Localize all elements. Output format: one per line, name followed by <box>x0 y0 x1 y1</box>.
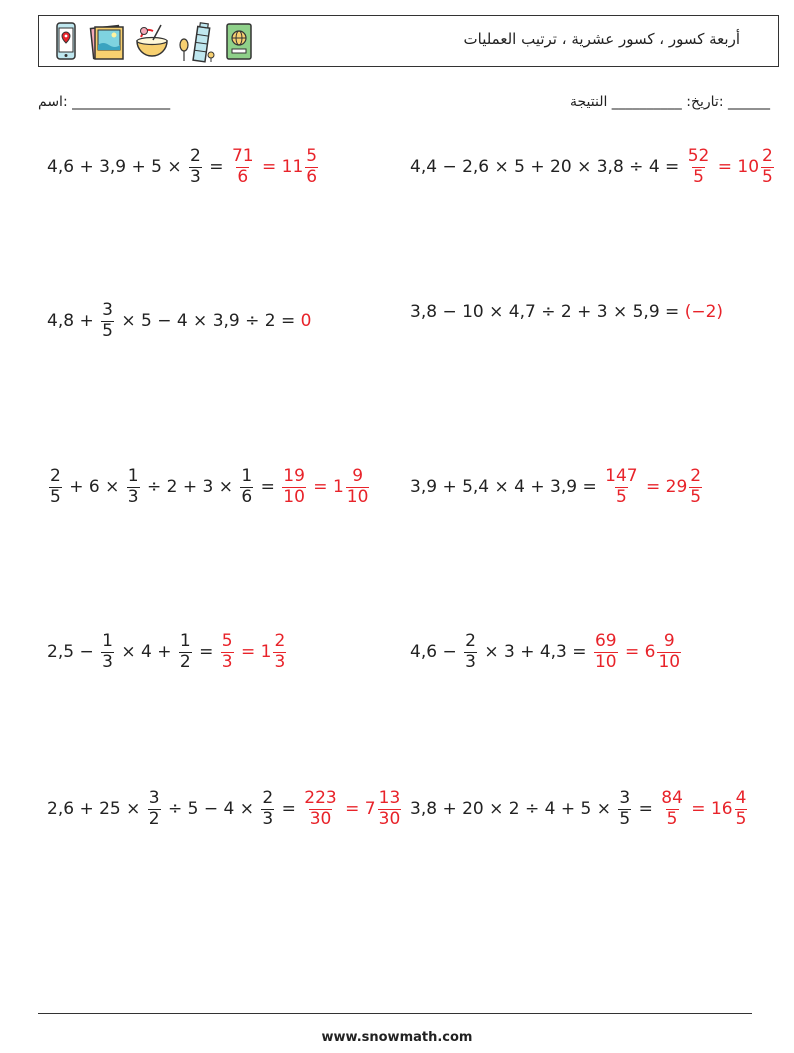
expression-text: 2,5 − <box>47 642 100 663</box>
expression-text: ÷ 5 − 4 × <box>162 799 260 820</box>
footer-divider <box>38 1013 752 1014</box>
fraction-numerator: 2 <box>190 146 201 166</box>
problem-9 <box>47 790 403 829</box>
phone-location-icon <box>49 21 83 63</box>
problem-expression <box>410 302 685 322</box>
expression-text: 4,8 + <box>47 311 100 332</box>
expression-text: = 10 <box>712 157 760 178</box>
fraction-numerator: 84 <box>661 788 683 808</box>
fraction-denominator: 5 <box>666 808 678 829</box>
fraction <box>687 148 711 187</box>
expression-text: + 6 × <box>63 477 125 498</box>
fraction-numerator: 1 <box>241 466 253 486</box>
fraction <box>101 633 114 672</box>
expression-text: = 11 <box>256 157 304 178</box>
fraction-numerator: 2 <box>262 788 274 808</box>
fraction-denominator: 3 <box>465 651 476 672</box>
fraction <box>273 633 286 672</box>
fraction-numerator: 5 <box>306 146 318 166</box>
problem-expression <box>410 157 685 177</box>
coconut-drink-icon <box>133 21 171 63</box>
fraction <box>689 468 702 507</box>
expression-text: 3,8 − 10 × 4,7 ÷ 2 + 3 × 5,9 = <box>410 302 685 322</box>
expression-text: 0 <box>300 311 312 332</box>
fraction <box>148 790 161 829</box>
expression-text: (−2) <box>684 302 724 322</box>
fraction-numerator: 13 <box>378 788 401 808</box>
problem-expression <box>47 790 301 829</box>
fraction-denominator: 5 <box>690 486 702 507</box>
problem-answer <box>685 148 776 187</box>
expression-text: 4,4 − 2,6 × 5 + 20 × 3,8 ÷ 4 = <box>410 157 685 178</box>
fraction-denominator: 30 <box>309 808 332 829</box>
fraction-numerator: 223 <box>304 788 337 808</box>
fraction-denominator: 10 <box>658 651 681 672</box>
fraction-denominator: 5 <box>735 808 747 829</box>
fraction <box>594 633 618 672</box>
fraction-denominator: 5 <box>102 320 113 341</box>
fraction-denominator: 2 <box>148 808 160 829</box>
fraction-numerator: 71 <box>231 146 254 166</box>
fraction <box>189 148 202 187</box>
fraction-numerator: 9 <box>352 466 364 486</box>
fraction-denominator: 3 <box>190 166 201 187</box>
fraction-numerator: 1 <box>179 631 191 651</box>
problem-3 <box>47 302 312 341</box>
expression-text: = 29 <box>640 477 688 498</box>
fraction <box>303 790 337 829</box>
fraction <box>49 468 62 507</box>
fraction <box>464 633 477 672</box>
expression-text: = <box>203 157 229 178</box>
fraction-denominator: 6 <box>237 166 249 187</box>
expression-text: = <box>633 799 659 820</box>
problem-answer <box>301 790 403 829</box>
fraction <box>660 790 684 829</box>
expression-text: × 3 + 4,3 = <box>478 642 592 663</box>
fraction-numerator: 3 <box>102 300 113 320</box>
fraction-numerator: 4 <box>735 788 747 808</box>
fraction-denominator: 3 <box>127 486 139 507</box>
expression-text: = <box>193 642 219 663</box>
fraction-numerator: 3 <box>619 788 631 808</box>
problem-expression <box>47 148 229 187</box>
problem-answer <box>229 148 320 187</box>
problem-2 <box>410 148 776 187</box>
expression-text: 3,8 + 20 × 2 ÷ 4 + 5 × <box>410 799 617 820</box>
fraction-denominator: 6 <box>241 486 253 507</box>
expression-text: × 5 − 4 × 3,9 ÷ 2 = <box>115 311 301 332</box>
fraction-numerator: 1 <box>127 466 139 486</box>
fraction <box>618 790 631 829</box>
problem-answer <box>219 633 289 672</box>
problem-expression <box>47 302 301 341</box>
expression-text: = 1 <box>235 642 272 663</box>
problem-expression <box>47 468 280 507</box>
fraction-denominator: 3 <box>221 651 233 672</box>
problem-expression <box>410 477 602 497</box>
expression-text: = 6 <box>619 642 656 663</box>
fraction-numerator: 3 <box>148 788 160 808</box>
passport-icon <box>223 21 255 63</box>
fraction <box>761 148 774 187</box>
problem-8 <box>410 633 683 672</box>
fraction <box>127 468 140 507</box>
expression-text: = 16 <box>685 799 733 820</box>
fraction-numerator: 52 <box>687 146 710 166</box>
fraction-numerator: 19 <box>283 466 305 486</box>
problem-5 <box>47 468 371 507</box>
fraction <box>179 633 192 672</box>
date-score-field: ______ :تاريخ: __________ النتيجة <box>569 94 770 110</box>
expression-text: 2,6 + 25 × <box>47 799 146 820</box>
fraction-numerator: 147 <box>605 466 638 486</box>
expression-text: 4,6 + 3,9 + 5 × <box>47 157 188 178</box>
problem-expression <box>410 790 658 829</box>
fraction-denominator: 2 <box>179 651 191 672</box>
expression-text: 3,9 + 5,4 × 4 + 3,9 = <box>410 477 603 498</box>
problem-6 <box>410 468 704 507</box>
fraction <box>261 790 274 829</box>
header-icons <box>49 20 255 64</box>
name-field: اسم: ______________ <box>38 94 171 110</box>
fraction-numerator: 2 <box>465 631 476 651</box>
fraction <box>240 468 253 507</box>
leaning-tower-icon <box>177 21 217 63</box>
fraction-denominator: 5 <box>50 486 61 507</box>
fraction-denominator: 3 <box>102 651 113 672</box>
footer-website: www.snowmath.com <box>321 1030 473 1045</box>
problem-answer <box>658 790 749 829</box>
fraction-numerator: 9 <box>663 631 675 651</box>
fraction <box>231 148 255 187</box>
fraction-numerator: 5 <box>221 631 233 651</box>
fraction <box>657 633 681 672</box>
fraction-denominator: 30 <box>378 808 401 829</box>
problem-expression <box>47 633 219 672</box>
problem-answer <box>602 468 704 507</box>
fraction <box>282 468 306 507</box>
worksheet-header <box>38 15 779 67</box>
fraction-denominator: 10 <box>594 651 617 672</box>
fraction-denominator: 5 <box>693 166 704 187</box>
fraction <box>604 468 638 507</box>
fraction <box>346 468 370 507</box>
fraction-denominator: 3 <box>262 808 274 829</box>
problem-10 <box>410 790 749 829</box>
fraction-denominator: 5 <box>762 166 773 187</box>
fraction-denominator: 5 <box>615 486 627 507</box>
fraction <box>101 302 114 341</box>
fraction-denominator: 10 <box>283 486 305 507</box>
fraction-numerator: 2 <box>50 466 61 486</box>
fraction <box>221 633 234 672</box>
expression-text: 4,6 − <box>410 642 463 663</box>
fraction-denominator: 6 <box>306 166 318 187</box>
problem-answer <box>280 468 371 507</box>
fraction <box>305 148 318 187</box>
problem-1 <box>47 148 320 187</box>
problem-answer <box>592 633 683 672</box>
expression-text: = <box>255 477 281 498</box>
fraction-denominator: 5 <box>619 808 631 829</box>
problem-7 <box>47 633 288 672</box>
fraction-numerator: 2 <box>762 146 773 166</box>
problem-answer <box>301 311 312 331</box>
problem-4 <box>410 302 723 322</box>
fraction <box>378 790 402 829</box>
fraction-denominator: 10 <box>346 486 369 507</box>
photos-icon <box>89 21 127 63</box>
expression-text: × 4 + <box>115 642 177 663</box>
expression-text: = 7 <box>339 799 376 820</box>
fraction-numerator: 1 <box>102 631 113 651</box>
fraction-numerator: 2 <box>274 631 286 651</box>
expression-text: = 1 <box>307 477 344 498</box>
fraction-numerator: 2 <box>690 466 702 486</box>
fraction-numerator: 69 <box>594 631 617 651</box>
problem-answer <box>685 302 723 322</box>
problem-expression <box>410 633 592 672</box>
fraction <box>735 790 748 829</box>
worksheet-title: أربعة كسور ، كسور عشرية ، ترتيب العمليات <box>463 30 740 48</box>
expression-text: ÷ 2 + 3 × <box>141 477 239 498</box>
expression-text: = <box>276 799 302 820</box>
fraction-denominator: 3 <box>274 651 286 672</box>
